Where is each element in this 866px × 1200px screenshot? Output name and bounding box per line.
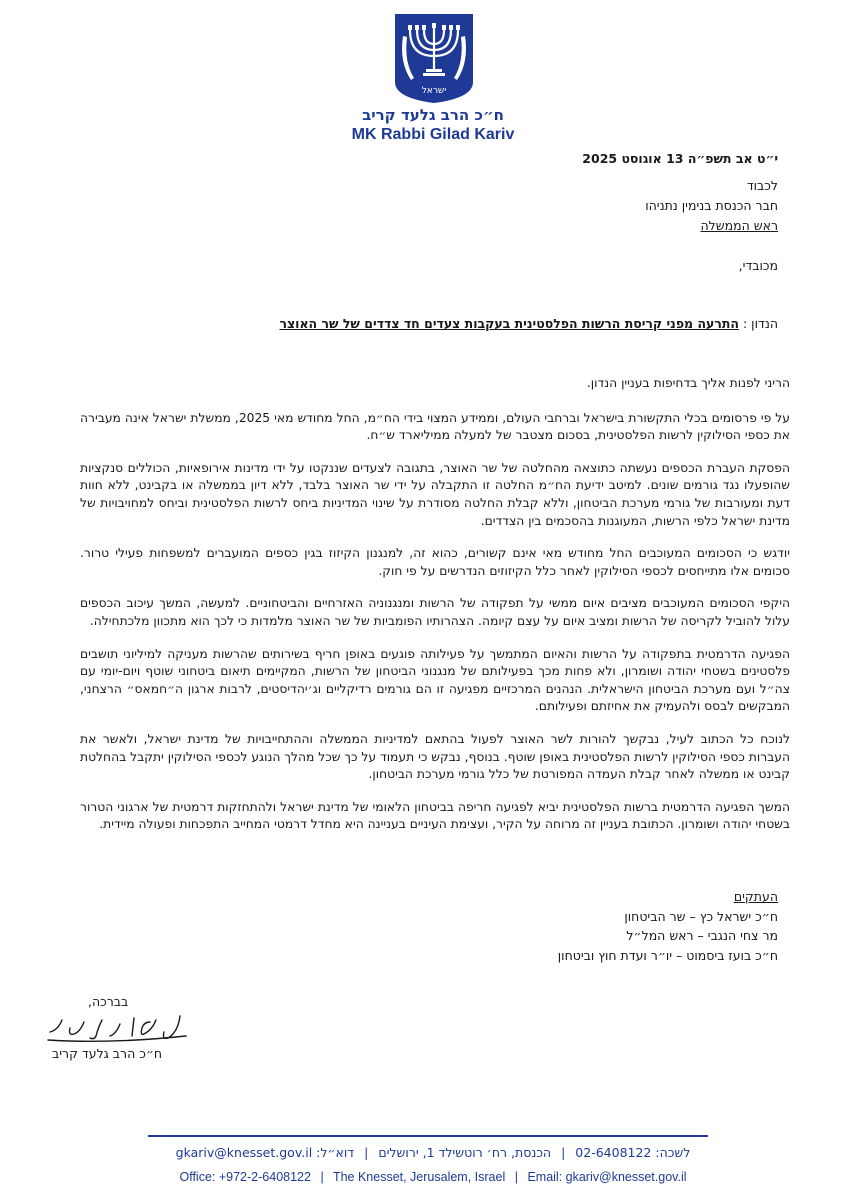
addressee-block [645,176,778,236]
subject-line [279,316,778,331]
footer-separator: | [561,1145,566,1160]
copies-item: ח״כ ישראל כץ – שר הביטחון [624,908,778,924]
handwritten-signature [40,1010,190,1046]
body-paragraph-3: הפסקת העברת הכספים נעשתה כתוצאה מהחלטה של שר האוצר, בתגובה לצעדים שננקטו על ידי מדינות אירופאיות, הכוללים סנקציות שהופעלו נגד גורמים שונים. למיטב ידיעת הח״מ החלטה זו התקבלה על ידי שר האוצר בלבד, ללא דיון בממשלה או בקבינט, ללא חוות דעת ומעורבות של גורמי מערכת הביטחון, וללא קבלת החלטה מסודרת על שינוי המדיניות ביחס לרשות הפלסטינית וביחס למחויבויות של מדינת ישראל כלפי הרשות, המעוגנות בהסכמים בין הצדדים. [80,460,790,528]
signature-regards: בברכה, [88,994,129,1009]
letter-date: י״ט אב תשפ״ה 13 אוגוסט 2025 [582,151,778,166]
greeting: מכובדי, [738,258,778,273]
footer-english-email-link[interactable]: Email: gkariv@knesset.gov.il [527,1170,687,1184]
emblem-text: ישראל [421,86,447,96]
body-paragraph-8: המשך הפגיעה הדרמטית ברשות הפלסטינית יביא לפגיעה חריפה בביטחון הלאומי של מדינת ישראל ולהתחזקות דרמטית של ארגוני הטרור בשטחי יהודה ושומרון. הכתובת בעניין זה מרוחה על הקיר, ועצימת העיניים בעניינה היא מחדל דרמטי המחייב התפכחות ופעולה מיידית. [80,799,790,832]
body-paragraph-2: על פי פרסומים בכלי התקשורת בישראל וברחבי העולם, וממידע המצוי בידי הח״מ, החל מחודש מאי 2025, ממשלת ישראל אינה מעבירה את כספי הסילוקין לרשות הפלסטינית, בסכום מצטבר של למעלה ממיליארד ש״ח. [80,410,790,443]
footer-phone: 02-6408122 [575,1145,652,1160]
body-paragraph-5: היקפי הסכומים המעוכבים מציבים איום ממשי על תפקודה של הרשות ומנגנוניה האזרחיים והביטחוניים. למעשה, המשך עיכוב הכספים עלול להוביל לקריסה של הרשות ומציב איום על עצם קיומה. הצהרותיו הפומביות של שר האוצר מלמדות כי לכך הוא מתכוון מלכתחילה. [80,596,790,628]
signature-name: ח״כ הרב גלעד קריב [52,1046,163,1061]
footer-english [100,1170,766,1184]
copies-heading: העתקים [733,889,778,904]
footer-english-address: The Knesset, Jerusalem, Israel [332,1170,506,1184]
copies-item: מר צחי הנגבי – ראש המל״ל [626,928,778,943]
footer-email-link[interactable]: gkariv@knesset.gov.il [175,1145,313,1160]
subject-label: הנדון : [743,316,778,331]
menorah-emblem-icon [393,12,475,104]
footer-english-office: Office: +972-2-6408122 [179,1170,311,1184]
mk-name-hebrew: ח״כ הרב גלעד קריב [362,106,504,124]
copies-block [558,887,778,965]
addressee-line-3: ראש הממשלה [700,218,778,233]
body-paragraph-6: הפגיעה הדרמטית בתפקודה על הרשות והאיום המתמשך על פעילותה פוגעים באופן חריף בשירותים שהרשות מעניקה למיליוני תושבים פלסטינים בשטחי יהודה ושומרון, ולא פחות מכך בפעילותם של מנגנוני הביטחון של הרשות, המקיימים תיאום ביטחוני שוטף ויום-יומי עם צה״ל ועם מערכת הביטחון הישראלית. הנהנים המרכזיים מפגיעה זו הם גורמים רדיקליים וג׳יהדיסטים, לרבות ארגון ה״חמאס״ הרצחני, המבקשים לבסס ולהעמיק את אחיזתם ופעילותם. [80,646,790,714]
footer-separator: | [320,1170,324,1184]
footer-office-label: לשכה: [655,1145,691,1160]
body-paragraph-4: יודגש כי הסכומים המעוכבים החל מחודש מאי אינם קשורים, כהוא זה, למנגנון הקיזוז בגין כספים המועברים למשפחות פעילי טרור. סכומים אלו מתייחסים לכספי הסילוקין לאחר כלל הקיזוזים הנדרשים על פי חוק. [80,546,790,578]
footer-email-label: דוא״ל: [316,1145,355,1160]
subject-text: התרעה מפני קריסת הרשות הפלסטינית בעקבות צעדים חד צדדים של שר האוצר [279,316,740,331]
footer-separator: | [514,1170,518,1184]
addressee-line-2: חבר הכנסת בנימין נתניהו [645,198,778,213]
addressee-line-1: לכבוד [746,178,778,193]
mk-name-english: MK Rabbi Gilad Kariv [351,126,515,143]
footer-hebrew [100,1145,766,1160]
copies-item: ח״כ בועז ביסמוט – יו״ר ועדת חוץ וביטחון [557,947,778,963]
body-paragraph-1: הריני לפנות אליך בדחיפות בעניין הנדון. [586,376,790,390]
footer-address: הכנסת, רח׳ רוטשילד 1, ירושלים [378,1145,552,1160]
body-paragraph-7: לנוכח כל הכתוב לעיל, נבקשך להורות לשר האוצר לפעול בהתאם למדיניות הממשלה וההתחייבויות של מדינת ישראל, ולאשר את העברות כספי הסילוקין לרשות הפלסטינית באופן שוטף. בנוסף, נבקש כי תעמוד על כך שכל מהלך הנוגע לכספי הסילוקין יתקבל בהחלטת קבינט או ממשלה לאחר קבלת העמדה המפורטת של כלל גורמי מערכת הביטחון. [80,731,790,782]
footer-divider [148,1135,708,1137]
letter-body [80,375,790,849]
footer-separator: | [364,1145,369,1160]
